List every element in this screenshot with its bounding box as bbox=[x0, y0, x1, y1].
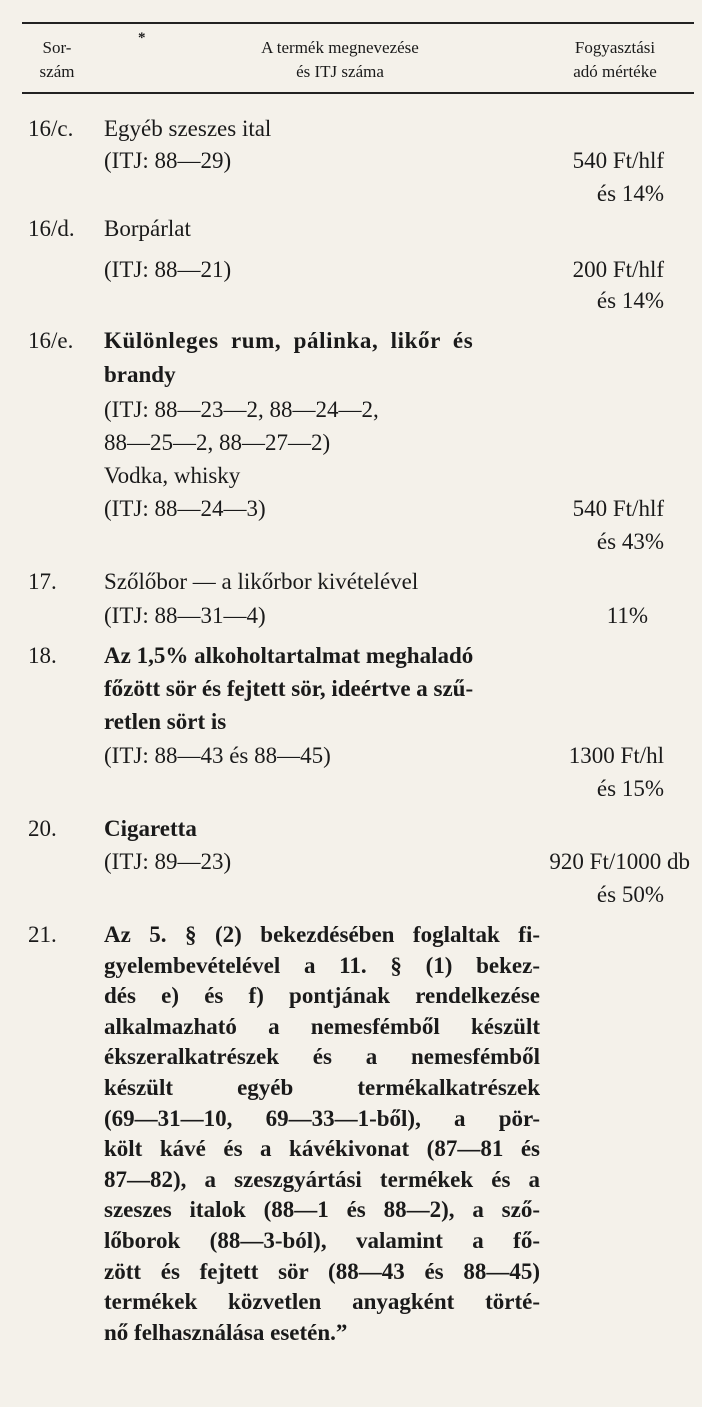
header-rate-line-1: Fogyasztási bbox=[574, 38, 656, 57]
header-rule bbox=[22, 92, 694, 94]
row-name-line: brandy bbox=[104, 362, 176, 387]
row-name-line: (ITJ: 88—29) bbox=[104, 148, 232, 173]
row-name-line: főzött sör és fejtett sör, ideértve a szű- bbox=[104, 676, 474, 701]
item21-paragraph bbox=[104, 920, 540, 1348]
header-number-line-1: Sor- bbox=[42, 38, 72, 57]
row-name-line: (ITJ: 89—23) bbox=[104, 849, 232, 874]
row-rate-line: és 15% bbox=[596, 776, 664, 801]
header-name-line-2: és ITJ száma bbox=[296, 62, 384, 81]
header-rate-column bbox=[540, 36, 690, 84]
row-name-line: Cigaretta bbox=[104, 816, 197, 841]
row-rate-line: és 43% bbox=[596, 529, 664, 554]
asterisk-mark: * bbox=[138, 30, 146, 46]
row-name-line: (ITJ: 88—31—4) bbox=[104, 603, 266, 628]
row-number: 17. bbox=[28, 569, 57, 594]
item21-number: 21. bbox=[28, 922, 57, 947]
row-name-line: Szőlőbor — a likőrbor kivételével bbox=[104, 569, 419, 594]
header-name-line-1: A termék megnevezése bbox=[261, 38, 419, 57]
row-number: 16/c. bbox=[28, 116, 74, 141]
row-number: 16/e. bbox=[28, 328, 74, 353]
row-rate-line: 540 Ft/hlf bbox=[572, 148, 664, 173]
row-name-line: Borpárlat bbox=[104, 216, 191, 241]
row-rate-line: és 14% bbox=[596, 181, 664, 206]
row-rate-line: 11% bbox=[606, 603, 648, 628]
row-name-line: (ITJ: 88—23—2, 88—24—2, bbox=[104, 397, 379, 422]
item21-line: ékszeralkatrészek és a nemesfémből bbox=[104, 1044, 540, 1070]
item21-line: nő felhasználása esetén.” bbox=[104, 1319, 348, 1345]
row-rate-line: 1300 Ft/hl bbox=[568, 743, 664, 768]
row-rate-line: és 50% bbox=[596, 882, 664, 907]
row-rate-line: 540 Ft/hlf bbox=[572, 496, 664, 521]
row-name-line: 88—25—2, 88—27—2) bbox=[104, 430, 331, 455]
item21-line bbox=[104, 981, 540, 1012]
row-name-line: Az 1,5% alkoholtartalmat meghaladó bbox=[104, 643, 474, 668]
row-name-line: retlen sört is bbox=[104, 709, 227, 734]
top-rule bbox=[22, 22, 694, 24]
row-number: 20. bbox=[28, 816, 57, 841]
item21-line: lőborok (88—3-ból), valamint a fő- bbox=[104, 1227, 540, 1253]
row-number: 18. bbox=[28, 643, 57, 668]
item21-line: 87—82), a szeszgyártási termékek és a bbox=[104, 1166, 540, 1192]
row-rate-line: 920 Ft/1000 db bbox=[549, 849, 690, 874]
row-name-line: Vodka, whisky bbox=[104, 463, 241, 488]
item21-line: gyelembevételével a 11. § (1) bekez- bbox=[104, 952, 540, 978]
row-rate-line: és 14% bbox=[596, 288, 664, 313]
item21-line: költ kávé és a kávékivonat (87—81 és bbox=[104, 1136, 540, 1162]
row-number: 16/d. bbox=[28, 216, 75, 241]
item21-line: szeszes italok (88—1 és 88—2), a sző- bbox=[104, 1197, 540, 1223]
row-name-line: (ITJ: 88—21) bbox=[104, 257, 232, 282]
item21-line: termékek közvetlen anyagként törté- bbox=[104, 1289, 540, 1315]
header-number-column bbox=[22, 36, 92, 84]
item21-line: (69—31—10, 69—33—1-ből), a pör- bbox=[104, 1105, 540, 1131]
row-name-line: (ITJ: 88—24—3) bbox=[104, 496, 266, 521]
row-rate-line: 200 Ft/hlf bbox=[572, 257, 664, 282]
header-number-line-2: szám bbox=[39, 62, 75, 81]
header-rate-line-2: adó mértéke bbox=[573, 62, 657, 81]
row-name-line: Egyéb szeszes ital bbox=[104, 116, 272, 141]
item21-line-text: dés e) és f) pontjának rendelkezése bbox=[104, 983, 540, 1009]
row-name-line: (ITJ: 88—43 és 88—45) bbox=[104, 743, 331, 768]
item21-line: készült egyéb termékalkatrészek bbox=[104, 1074, 540, 1100]
header-name-column bbox=[150, 36, 530, 84]
item21-line: Az 5. § (2) bekezdésében foglaltak fi- bbox=[104, 922, 540, 947]
item21-line: zött és fejtett sör (88—43 és 88—45) bbox=[104, 1258, 540, 1284]
row-name-line: Különleges rum, pálinka, likőr és bbox=[104, 328, 474, 353]
item21-line: alkalmazható a nemesfémből készült bbox=[104, 1013, 540, 1039]
